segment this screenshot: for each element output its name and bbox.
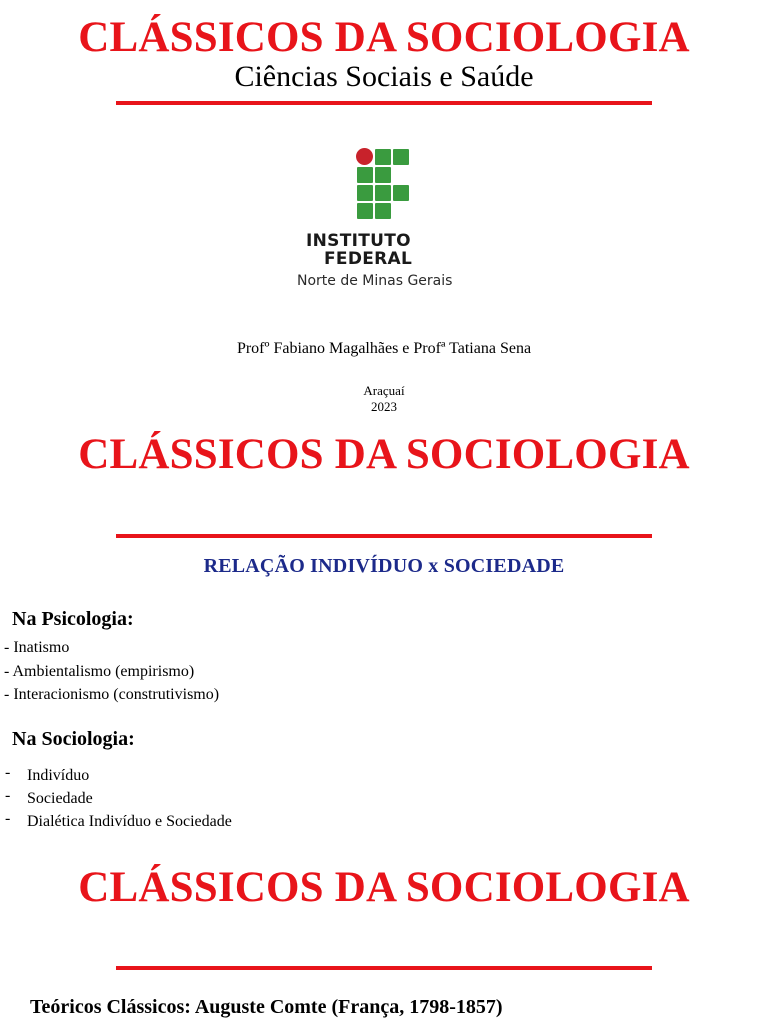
institute-logo: [288, 142, 488, 302]
sociologia-label: Na Sociologia:: [12, 728, 135, 750]
dash-bullet-icon: -: [5, 764, 11, 781]
list-item: - Interacionismo (construtivismo): [4, 686, 220, 703]
main-title: CLÁSSICOS DA SOCIOLOGIA: [78, 14, 690, 61]
list-item: - Ambientalismo (empirismo): [4, 662, 195, 680]
logo-text-federal: FEDERAL: [324, 249, 413, 269]
section3-text: Teóricos Clássicos: Auguste Comte (França, 1798-1857): [30, 996, 503, 1018]
sociologia-list: [0, 764, 232, 833]
section2-title: CLÁSSICOS DA SOCIOLOGIA: [78, 431, 690, 478]
dash-bullet-icon: -: [5, 810, 11, 827]
list-item: - Sociedade: [0, 787, 232, 810]
year: 2023: [371, 399, 397, 414]
section2-divider: [116, 534, 652, 538]
professors: Profº Fabiano Magalhães e Profª Tatiana Sena: [236, 340, 532, 357]
city: Araçuaí: [363, 383, 405, 398]
dash-bullet-icon: -: [5, 787, 11, 804]
psicologia-list: [4, 636, 219, 707]
section2-heading: RELAÇÃO INDIVÍDUO x SOCIEDADE: [203, 555, 565, 577]
section3-title: CLÁSSICOS DA SOCIOLOGIA: [78, 864, 690, 911]
list-item: - Indivíduo: [0, 764, 232, 787]
logo-text-region: Norte de Minas Gerais: [297, 273, 453, 289]
section3-divider: [116, 966, 652, 970]
title-divider: [116, 101, 652, 105]
subtitle: Ciências Sociais e Saúde: [234, 60, 534, 93]
list-item: - Dialética Indivíduo e Sociedade: [0, 810, 232, 833]
list-item: - Inatismo: [4, 639, 70, 656]
logo-text-instituto: INSTITUTO: [306, 231, 411, 251]
logo-grid-icon: [356, 148, 416, 226]
psicologia-label: Na Psicologia:: [12, 608, 134, 630]
